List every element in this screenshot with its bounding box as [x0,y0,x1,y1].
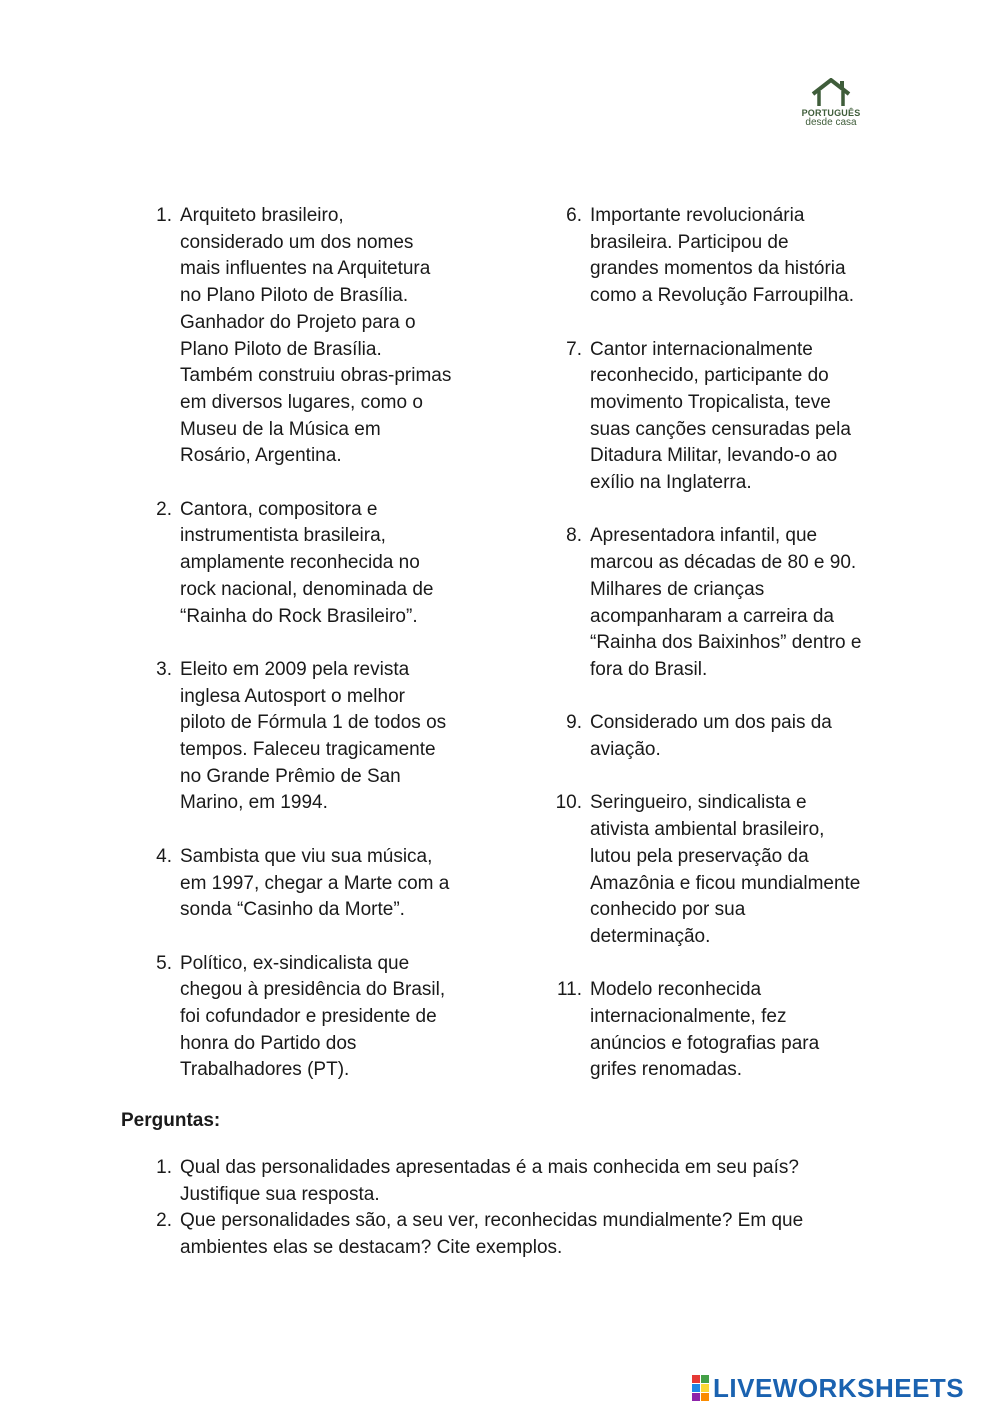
item-number: 8. [566,525,582,547]
right-column [550,203,890,1111]
item-text: Modelo reconhecida internacionalmente, fez anúncios e fotografias para grifes renomadas. [590,979,820,1081]
list-item [140,844,480,924]
question-number: 2. [156,1210,172,1232]
item-number: 3. [156,658,172,680]
list-item [140,203,480,470]
item-number: 6. [566,205,582,226]
questions-title: Perguntas: [121,1110,221,1131]
item-text: Seringueiro, sindicalista e ativista ambiental brasileiro, lutou pela preservação da Amazônia e ficou mundialmente conhecido por sua determinação. [590,792,861,947]
list-item [140,657,480,817]
list-item [550,203,890,310]
question-item [140,1208,880,1261]
item-text: Político, ex-sindicalista que chegou à presidência do Brasil, foi cofundador e presidente de honra do Partido dos Trabalhadores (PT). [180,952,446,1081]
item-text: Arquiteto brasileiro, considerado um dos nomes mais influentes na Arquitetura no Plano Piloto de Brasília. Ganhador do Projeto para o Plano Piloto de Brasília. Também construiu obras-primas em diversos lugares, como o Museu de la Música em Rosário, Argentina. [180,205,452,467]
question-text: Qual das personalidades apresentadas é a mais conhecida em seu país? Justifique sua resposta. [180,1157,799,1205]
list-item [550,523,890,683]
item-text: Cantor internacionalmente reconhecido, participante do movimento Tropicalista, teve suas canções censuradas pela Ditadura Militar, levando-o ao exílio na Inglaterra. [590,338,851,494]
brand-name: LIVEWORKSHEETS [713,1372,965,1403]
question-number: 1. [156,1157,172,1178]
item-number: 1. [156,205,172,226]
list-item [550,710,890,763]
list-item [140,497,480,631]
item-number: 9. [566,712,582,734]
logo-line2: desde casa [805,117,857,128]
logo [796,78,866,136]
questions-list [140,1155,880,1262]
item-text: Eleito em 2009 pela revista inglesa Autosport o melhor piloto de Fórmula 1 de todos os tempos. Faleceu tragicamente no Grande Prêmio de San Marino, em 1994. [180,658,447,814]
item-text: Importante revolucionária brasileira. Participou de grandes momentos da história como a Revolução Farroupilha. [590,205,855,307]
list-item [140,951,480,1085]
item-number: 2. [156,498,172,520]
question-text: Que personalidades são, a seu ver, reconhecidas mundialmente? Em que ambientes elas se destacam? Cite exemplos. [180,1210,804,1259]
house-icon [809,78,853,108]
question-item [140,1155,880,1208]
liveworksheets-footer [692,1373,964,1403]
item-number: 5. [156,952,172,974]
item-text: Sambista que viu sua música, em 1997, chegar a Marte com a sonda “Casinho da Morte”. [180,845,450,921]
list-item [550,790,890,950]
item-number: 4. [156,845,172,867]
item-number: 11. [556,979,582,1001]
list-item [550,977,890,1084]
item-number: 7. [566,338,582,360]
item-text: Considerado um dos pais da aviação. [590,712,832,761]
live-badge-icon [692,1375,709,1401]
item-number: 10. [555,792,582,814]
logo-line1: PORTUGUÊS [801,108,861,118]
item-text: Apresentadora infantil, que marcou as décadas de 80 e 90. Milhares de crianças acompanharam a carreira da “Rainha dos Baixinhos” dentro e fora do Brasil. [590,525,862,680]
item-text: Cantora, compositora e instrumentista brasileira, amplamente reconhecida no rock nacional, denominada de “Rainha do Rock Brasileiro”. [180,498,434,627]
left-column [140,203,480,1111]
list-item [550,337,890,497]
